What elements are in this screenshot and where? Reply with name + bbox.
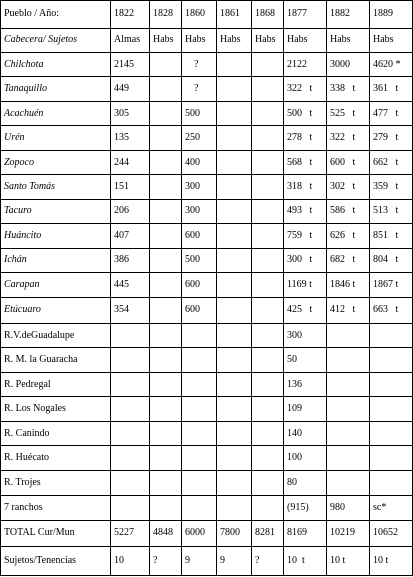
unit-cell: Habs — [150, 28, 182, 52]
value-cell — [217, 496, 252, 520]
value-cell — [217, 126, 252, 150]
pueblo-name: Chilchota — [1, 52, 111, 76]
value-cell — [327, 372, 370, 396]
table-row — [1, 520, 413, 547]
value-cell — [252, 421, 284, 445]
value-cell: ? — [182, 52, 217, 76]
value-cell: 4848 — [150, 520, 182, 547]
value-cell — [252, 446, 284, 470]
value-cell — [217, 175, 252, 199]
table-row — [1, 126, 413, 150]
value-cell — [217, 297, 252, 324]
value-cell — [150, 496, 182, 520]
value-cell — [111, 348, 150, 372]
value-cell: 300 — [182, 199, 217, 223]
value-cell: 600 — [182, 273, 217, 297]
value-cell — [217, 52, 252, 76]
pueblo-name: Tanaquillo — [1, 77, 111, 101]
value-cell — [252, 372, 284, 396]
value-cell — [182, 496, 217, 520]
value-cell — [150, 421, 182, 445]
value-cell: 10 t — [284, 547, 327, 576]
value-cell: 359 t — [370, 175, 413, 199]
value-cell: 500 — [182, 248, 217, 272]
value-cell: 322 t — [284, 77, 327, 101]
value-cell — [252, 348, 284, 372]
value-cell: 10 t — [327, 547, 370, 576]
value-cell: 100 — [284, 446, 327, 470]
value-cell — [327, 324, 370, 348]
value-cell: 338 t — [327, 77, 370, 101]
value-cell — [252, 470, 284, 495]
value-cell: ? — [252, 547, 284, 576]
value-cell: 600 — [182, 297, 217, 324]
pueblo-name: R. Canindo — [1, 421, 111, 445]
value-cell — [327, 421, 370, 445]
pueblo-name: R. M. la Guaracha — [1, 348, 111, 372]
value-cell: 50 — [284, 348, 327, 372]
value-cell: 626 t — [327, 224, 370, 248]
table-row — [1, 470, 413, 495]
value-cell — [111, 446, 150, 470]
value-cell: 6000 — [182, 520, 217, 547]
unit-cell: Habs — [217, 28, 252, 52]
value-cell: 386 — [111, 248, 150, 272]
value-cell: 279 t — [370, 126, 413, 150]
pueblo-name: Zopoco — [1, 150, 111, 174]
table-body — [1, 1, 413, 576]
value-cell: 244 — [111, 150, 150, 174]
value-cell: 5227 — [111, 520, 150, 547]
value-cell: 407 — [111, 224, 150, 248]
value-cell — [252, 248, 284, 272]
value-cell: 3000 — [327, 52, 370, 76]
value-cell — [150, 324, 182, 348]
unit-cell: Habs — [182, 28, 217, 52]
table-row — [1, 348, 413, 372]
year-1861: 1861 — [217, 1, 252, 29]
value-cell — [217, 199, 252, 223]
value-cell — [327, 348, 370, 372]
value-cell: 568 t — [284, 150, 327, 174]
value-cell: 109 — [284, 397, 327, 421]
value-cell: 4620 * — [370, 52, 413, 76]
value-cell — [182, 324, 217, 348]
value-cell: 80 — [284, 470, 327, 495]
value-cell: 206 — [111, 199, 150, 223]
unit-cell: Habs — [327, 28, 370, 52]
value-cell — [150, 150, 182, 174]
value-cell — [327, 397, 370, 421]
value-cell — [327, 470, 370, 495]
year-1822: 1822 — [111, 1, 150, 29]
value-cell: 600 t — [327, 150, 370, 174]
value-cell — [182, 348, 217, 372]
value-cell: 493 t — [284, 199, 327, 223]
pueblo-name: Sujetos/Tenencias — [1, 547, 111, 576]
table-row — [1, 101, 413, 125]
year-1860: 1860 — [182, 1, 217, 29]
table-row — [1, 52, 413, 76]
value-cell — [370, 421, 413, 445]
value-cell — [327, 446, 370, 470]
value-cell: 10 — [111, 547, 150, 576]
value-cell: 682 t — [327, 248, 370, 272]
value-cell: 400 — [182, 150, 217, 174]
table-row — [1, 446, 413, 470]
unit-cell: Habs — [284, 28, 327, 52]
header-label: Pueblo / Año: — [1, 1, 111, 29]
table-row — [1, 248, 413, 272]
value-cell: 135 — [111, 126, 150, 150]
unit-cell: Almas — [111, 28, 150, 52]
value-cell — [150, 397, 182, 421]
value-cell: 10 t — [370, 547, 413, 576]
value-cell: 10219 — [327, 520, 370, 547]
pueblo-name: Huáncito — [1, 224, 111, 248]
table-row — [1, 372, 413, 396]
value-cell — [182, 421, 217, 445]
value-cell — [111, 397, 150, 421]
pueblo-name: TOTAL Cur/Mun — [1, 520, 111, 547]
value-cell: 449 — [111, 77, 150, 101]
value-cell: 10652 — [370, 520, 413, 547]
value-cell — [111, 324, 150, 348]
value-cell: 663 t — [370, 297, 413, 324]
table-row — [1, 496, 413, 520]
value-cell — [252, 101, 284, 125]
value-cell: (915) — [284, 496, 327, 520]
value-cell — [182, 446, 217, 470]
value-cell — [217, 372, 252, 396]
value-cell: 278 t — [284, 126, 327, 150]
pueblo-name: R. Trojes — [1, 470, 111, 495]
value-cell: 477 t — [370, 101, 413, 125]
value-cell: 250 — [182, 126, 217, 150]
value-cell: ? — [182, 77, 217, 101]
value-cell — [150, 446, 182, 470]
year-1828: 1828 — [150, 1, 182, 29]
value-cell: 140 — [284, 421, 327, 445]
value-cell — [252, 77, 284, 101]
value-cell: 300 — [182, 175, 217, 199]
value-cell: 445 — [111, 273, 150, 297]
table-row — [1, 297, 413, 324]
value-cell — [370, 470, 413, 495]
value-cell — [111, 421, 150, 445]
value-cell: 136 — [284, 372, 327, 396]
value-cell — [150, 126, 182, 150]
pueblo-name: R.V.deGuadalupe — [1, 324, 111, 348]
table-row — [1, 397, 413, 421]
value-cell: sc* — [370, 496, 413, 520]
value-cell — [370, 372, 413, 396]
value-cell — [217, 470, 252, 495]
value-cell: 804 t — [370, 248, 413, 272]
pueblo-name: Santo Tomás — [1, 175, 111, 199]
value-cell: 425 t — [284, 297, 327, 324]
value-cell: 302 t — [327, 175, 370, 199]
value-cell — [252, 175, 284, 199]
pueblo-name: Etúcuaro — [1, 297, 111, 324]
value-cell: 305 — [111, 101, 150, 125]
value-cell — [370, 446, 413, 470]
value-cell — [111, 470, 150, 495]
value-cell: 2122 — [284, 52, 327, 76]
value-cell: 586 t — [327, 199, 370, 223]
value-cell — [150, 248, 182, 272]
unit-cell: Habs — [252, 28, 284, 52]
value-cell — [252, 52, 284, 76]
table-row — [1, 324, 413, 348]
value-cell: 525 t — [327, 101, 370, 125]
value-cell — [150, 224, 182, 248]
value-cell: 513 t — [370, 199, 413, 223]
value-cell: 300 — [284, 324, 327, 348]
value-cell — [252, 273, 284, 297]
pueblo-name: Tacuro — [1, 199, 111, 223]
value-cell: 322 t — [327, 126, 370, 150]
value-cell — [370, 397, 413, 421]
value-cell — [150, 175, 182, 199]
value-cell — [217, 224, 252, 248]
table-row — [1, 150, 413, 174]
value-cell — [252, 397, 284, 421]
table-row — [1, 421, 413, 445]
value-cell: 851 t — [370, 224, 413, 248]
value-cell — [217, 248, 252, 272]
pueblo-name: R. Huécato — [1, 446, 111, 470]
value-cell: 600 — [182, 224, 217, 248]
value-cell — [370, 324, 413, 348]
value-cell — [252, 224, 284, 248]
pueblo-name: Ichán — [1, 248, 111, 272]
value-cell — [111, 496, 150, 520]
value-cell: 9 — [217, 547, 252, 576]
value-cell — [150, 470, 182, 495]
value-cell — [150, 273, 182, 297]
value-cell — [217, 101, 252, 125]
value-cell — [150, 372, 182, 396]
year-1889: 1889 — [370, 1, 413, 29]
value-cell — [252, 199, 284, 223]
value-cell: 1169 t — [284, 273, 327, 297]
value-cell — [182, 397, 217, 421]
pueblo-name: Acachuén — [1, 101, 111, 125]
table-row — [1, 77, 413, 101]
year-1868: 1868 — [252, 1, 284, 29]
pueblo-name: Urén — [1, 126, 111, 150]
value-cell — [150, 348, 182, 372]
value-cell — [150, 199, 182, 223]
table-row — [1, 547, 413, 576]
value-cell — [150, 297, 182, 324]
table-row — [1, 199, 413, 223]
value-cell — [111, 372, 150, 396]
pueblo-name: R. Pedregal — [1, 372, 111, 396]
value-cell — [150, 77, 182, 101]
value-cell — [217, 150, 252, 174]
pueblo-name: 7 ranchos — [1, 496, 111, 520]
value-cell: 361 t — [370, 77, 413, 101]
value-cell: 980 — [327, 496, 370, 520]
value-cell: 500 — [182, 101, 217, 125]
table-row — [1, 224, 413, 248]
value-cell — [182, 470, 217, 495]
value-cell: 9 — [182, 547, 217, 576]
value-cell — [150, 52, 182, 76]
value-cell: 8281 — [252, 520, 284, 547]
pueblo-name: Carapan — [1, 273, 111, 297]
value-cell — [217, 324, 252, 348]
value-cell: 300 t — [284, 248, 327, 272]
table-row — [1, 175, 413, 199]
value-cell — [217, 348, 252, 372]
value-cell — [217, 421, 252, 445]
value-cell — [252, 496, 284, 520]
value-cell: 1846 t — [327, 273, 370, 297]
year-1877: 1877 — [284, 1, 327, 29]
value-cell: 759 t — [284, 224, 327, 248]
value-cell: 354 — [111, 297, 150, 324]
value-cell: 2145 — [111, 52, 150, 76]
value-cell — [217, 446, 252, 470]
table-row — [1, 273, 413, 297]
value-cell: 412 t — [327, 297, 370, 324]
pueblo-name: R. Los Nogales — [1, 397, 111, 421]
value-cell — [370, 348, 413, 372]
header-row — [1, 1, 413, 29]
value-cell — [217, 273, 252, 297]
value-cell — [182, 372, 217, 396]
subheader-label: Cabecera/ Sujetos — [1, 28, 111, 52]
value-cell — [217, 397, 252, 421]
year-1882: 1882 — [327, 1, 370, 29]
value-cell — [252, 324, 284, 348]
value-cell: 7800 — [217, 520, 252, 547]
value-cell — [217, 77, 252, 101]
value-cell: 500 t — [284, 101, 327, 125]
value-cell — [252, 126, 284, 150]
value-cell: 151 — [111, 175, 150, 199]
value-cell: 318 t — [284, 175, 327, 199]
value-cell — [252, 150, 284, 174]
subheader-row — [1, 28, 413, 52]
value-cell: ? — [150, 547, 182, 576]
value-cell: 662 t — [370, 150, 413, 174]
value-cell: 8169 — [284, 520, 327, 547]
unit-cell: Habs — [370, 28, 413, 52]
value-cell — [252, 297, 284, 324]
value-cell: 1867 t — [370, 273, 413, 297]
value-cell — [150, 101, 182, 125]
